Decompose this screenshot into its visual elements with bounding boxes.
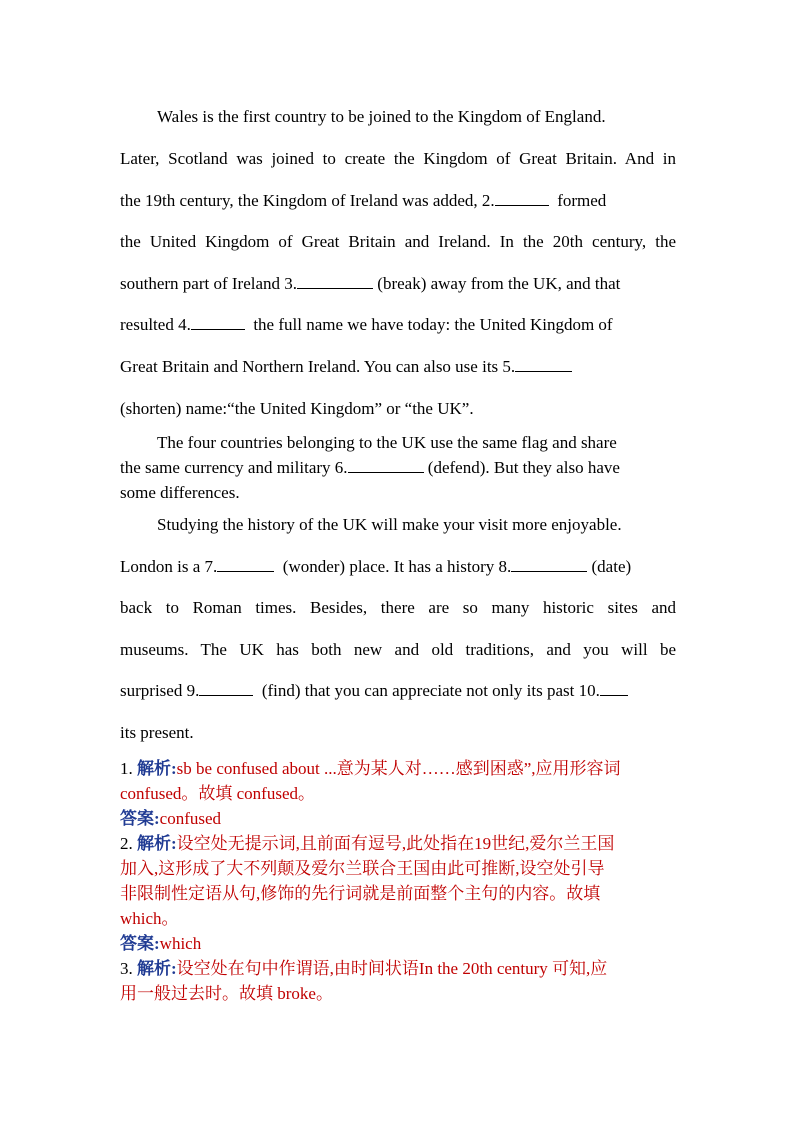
answer-blank[interactable] bbox=[191, 315, 245, 330]
answer-blank[interactable] bbox=[217, 557, 274, 572]
passage-line bbox=[120, 357, 676, 377]
passage-line: (shorten) name:“the United Kingdom” or “the UK”. bbox=[120, 399, 474, 418]
answer-blank[interactable] bbox=[297, 274, 373, 289]
passage-line bbox=[120, 458, 676, 478]
analysis-label: 解析: bbox=[137, 959, 177, 978]
passage-line bbox=[120, 274, 676, 294]
explanation-line bbox=[120, 756, 680, 781]
explanation-text: broke bbox=[277, 984, 316, 1003]
passage-text: (find) that you can appreciate not only its past 10. bbox=[261, 681, 600, 700]
passage-text: (date) bbox=[591, 557, 632, 576]
passage-line bbox=[120, 557, 676, 577]
explanation-text: 用一般过去时。故填 bbox=[120, 984, 278, 1003]
passage-line: back to Roman times. Besides, there are so many historic sites and bbox=[120, 598, 676, 617]
passage-text: (wonder) place. It has a history 8. bbox=[282, 557, 512, 576]
answer-line bbox=[120, 931, 680, 956]
passage-line bbox=[120, 315, 676, 335]
explanation-text: In the 20th century bbox=[418, 959, 548, 978]
passage-text: the full name we have today: the United Kingdom of bbox=[253, 315, 613, 334]
passage-line: The four countries belonging to the UK use the same flag and share bbox=[157, 433, 617, 452]
passage-line: Studying the history of the UK will make your visit more enjoyable. bbox=[157, 515, 622, 534]
answer-blank[interactable] bbox=[495, 191, 549, 206]
explanation-line bbox=[120, 831, 680, 856]
explanation-text: 设空处无提示词,且前面有逗号,此处指在 bbox=[176, 834, 475, 853]
passage-line: the United Kingdom of Great Britain and Ireland. In the 20th century, the bbox=[120, 232, 676, 251]
passage-line bbox=[120, 681, 676, 701]
explanation-text: confused bbox=[120, 784, 182, 803]
passage-text: formed bbox=[557, 191, 607, 210]
explanation-line bbox=[120, 906, 680, 931]
passage-text: resulted 4. bbox=[120, 315, 191, 334]
answer-blank[interactable] bbox=[600, 681, 628, 696]
answer-blank[interactable] bbox=[515, 357, 572, 372]
explanation-line bbox=[120, 956, 680, 981]
explanation-text: 设空处在句中作谓语,由时间状语 bbox=[176, 959, 419, 978]
explanation-text: sb be confused about bbox=[176, 759, 320, 778]
passage-text: (defend). But they also have bbox=[427, 458, 620, 477]
explanation-text: 可知,应 bbox=[547, 959, 608, 978]
item-number: 2. bbox=[120, 834, 133, 853]
passage-line: Wales is the first country to be joined to the Kingdom of England. bbox=[157, 107, 606, 126]
passage-text: the 19th century, the Kingdom of Ireland was added, 2. bbox=[120, 191, 495, 210]
passage-line: Later, Scotland was joined to create the Kingdom of Great Britain. And in bbox=[120, 149, 676, 168]
explanation-line bbox=[120, 856, 680, 881]
answer-label: 答案: bbox=[120, 809, 160, 828]
item-number: 1. bbox=[120, 759, 133, 778]
analysis-label: 解析: bbox=[137, 759, 177, 778]
answer-text: which bbox=[159, 934, 202, 953]
passage-text: London is a 7. bbox=[120, 557, 218, 576]
explanation-text: confused bbox=[236, 784, 298, 803]
explanation-text: 19 bbox=[474, 834, 492, 853]
explanation-text: ...意为某人对……感到困惑”,应用形容词 bbox=[319, 759, 621, 778]
explanation-line bbox=[120, 981, 680, 1006]
item-number: 3. bbox=[120, 959, 133, 978]
answer-text: confused bbox=[159, 809, 222, 828]
passage-line: museums. The UK has both new and old traditions, and you will be bbox=[120, 640, 676, 659]
answer-line bbox=[120, 806, 680, 831]
passage-line: its present. bbox=[120, 723, 194, 742]
passage-line: some differences. bbox=[120, 483, 240, 502]
explanation-text: 非限制性定语从句,修饰的先行词就是前面整个主句的内容。故填 bbox=[120, 884, 601, 903]
passage-text: (break) away from the UK, and that bbox=[377, 274, 621, 293]
explanation-text: 。故填 bbox=[181, 784, 237, 803]
passage-text: Great Britain and Northern Ireland. You can also use its 5. bbox=[120, 357, 516, 376]
explanation-text: 。 bbox=[298, 784, 315, 803]
explanation-text: 。 bbox=[161, 909, 179, 928]
analysis-label: 解析: bbox=[137, 834, 177, 853]
passage-text: the same currency and military 6. bbox=[120, 458, 348, 477]
passage-line bbox=[120, 191, 676, 211]
explanation-line bbox=[120, 881, 680, 906]
answer-blank[interactable] bbox=[348, 458, 424, 473]
answer-label: 答案: bbox=[120, 934, 160, 953]
explanation-text: 。 bbox=[315, 984, 333, 1003]
explanation-text: 加入,这形成了大不列颠及爱尔兰联合王国由此可推断,设空处引导 bbox=[120, 859, 605, 878]
passage-text: southern part of Ireland 3. bbox=[120, 274, 298, 293]
explanation-text: 世纪,爱尔兰王国 bbox=[491, 834, 615, 853]
answer-blank[interactable] bbox=[511, 557, 587, 572]
passage-text: surprised 9. bbox=[120, 681, 200, 700]
explanation-text: which bbox=[120, 909, 162, 928]
explanation-line bbox=[120, 781, 680, 806]
answer-blank[interactable] bbox=[199, 681, 253, 696]
